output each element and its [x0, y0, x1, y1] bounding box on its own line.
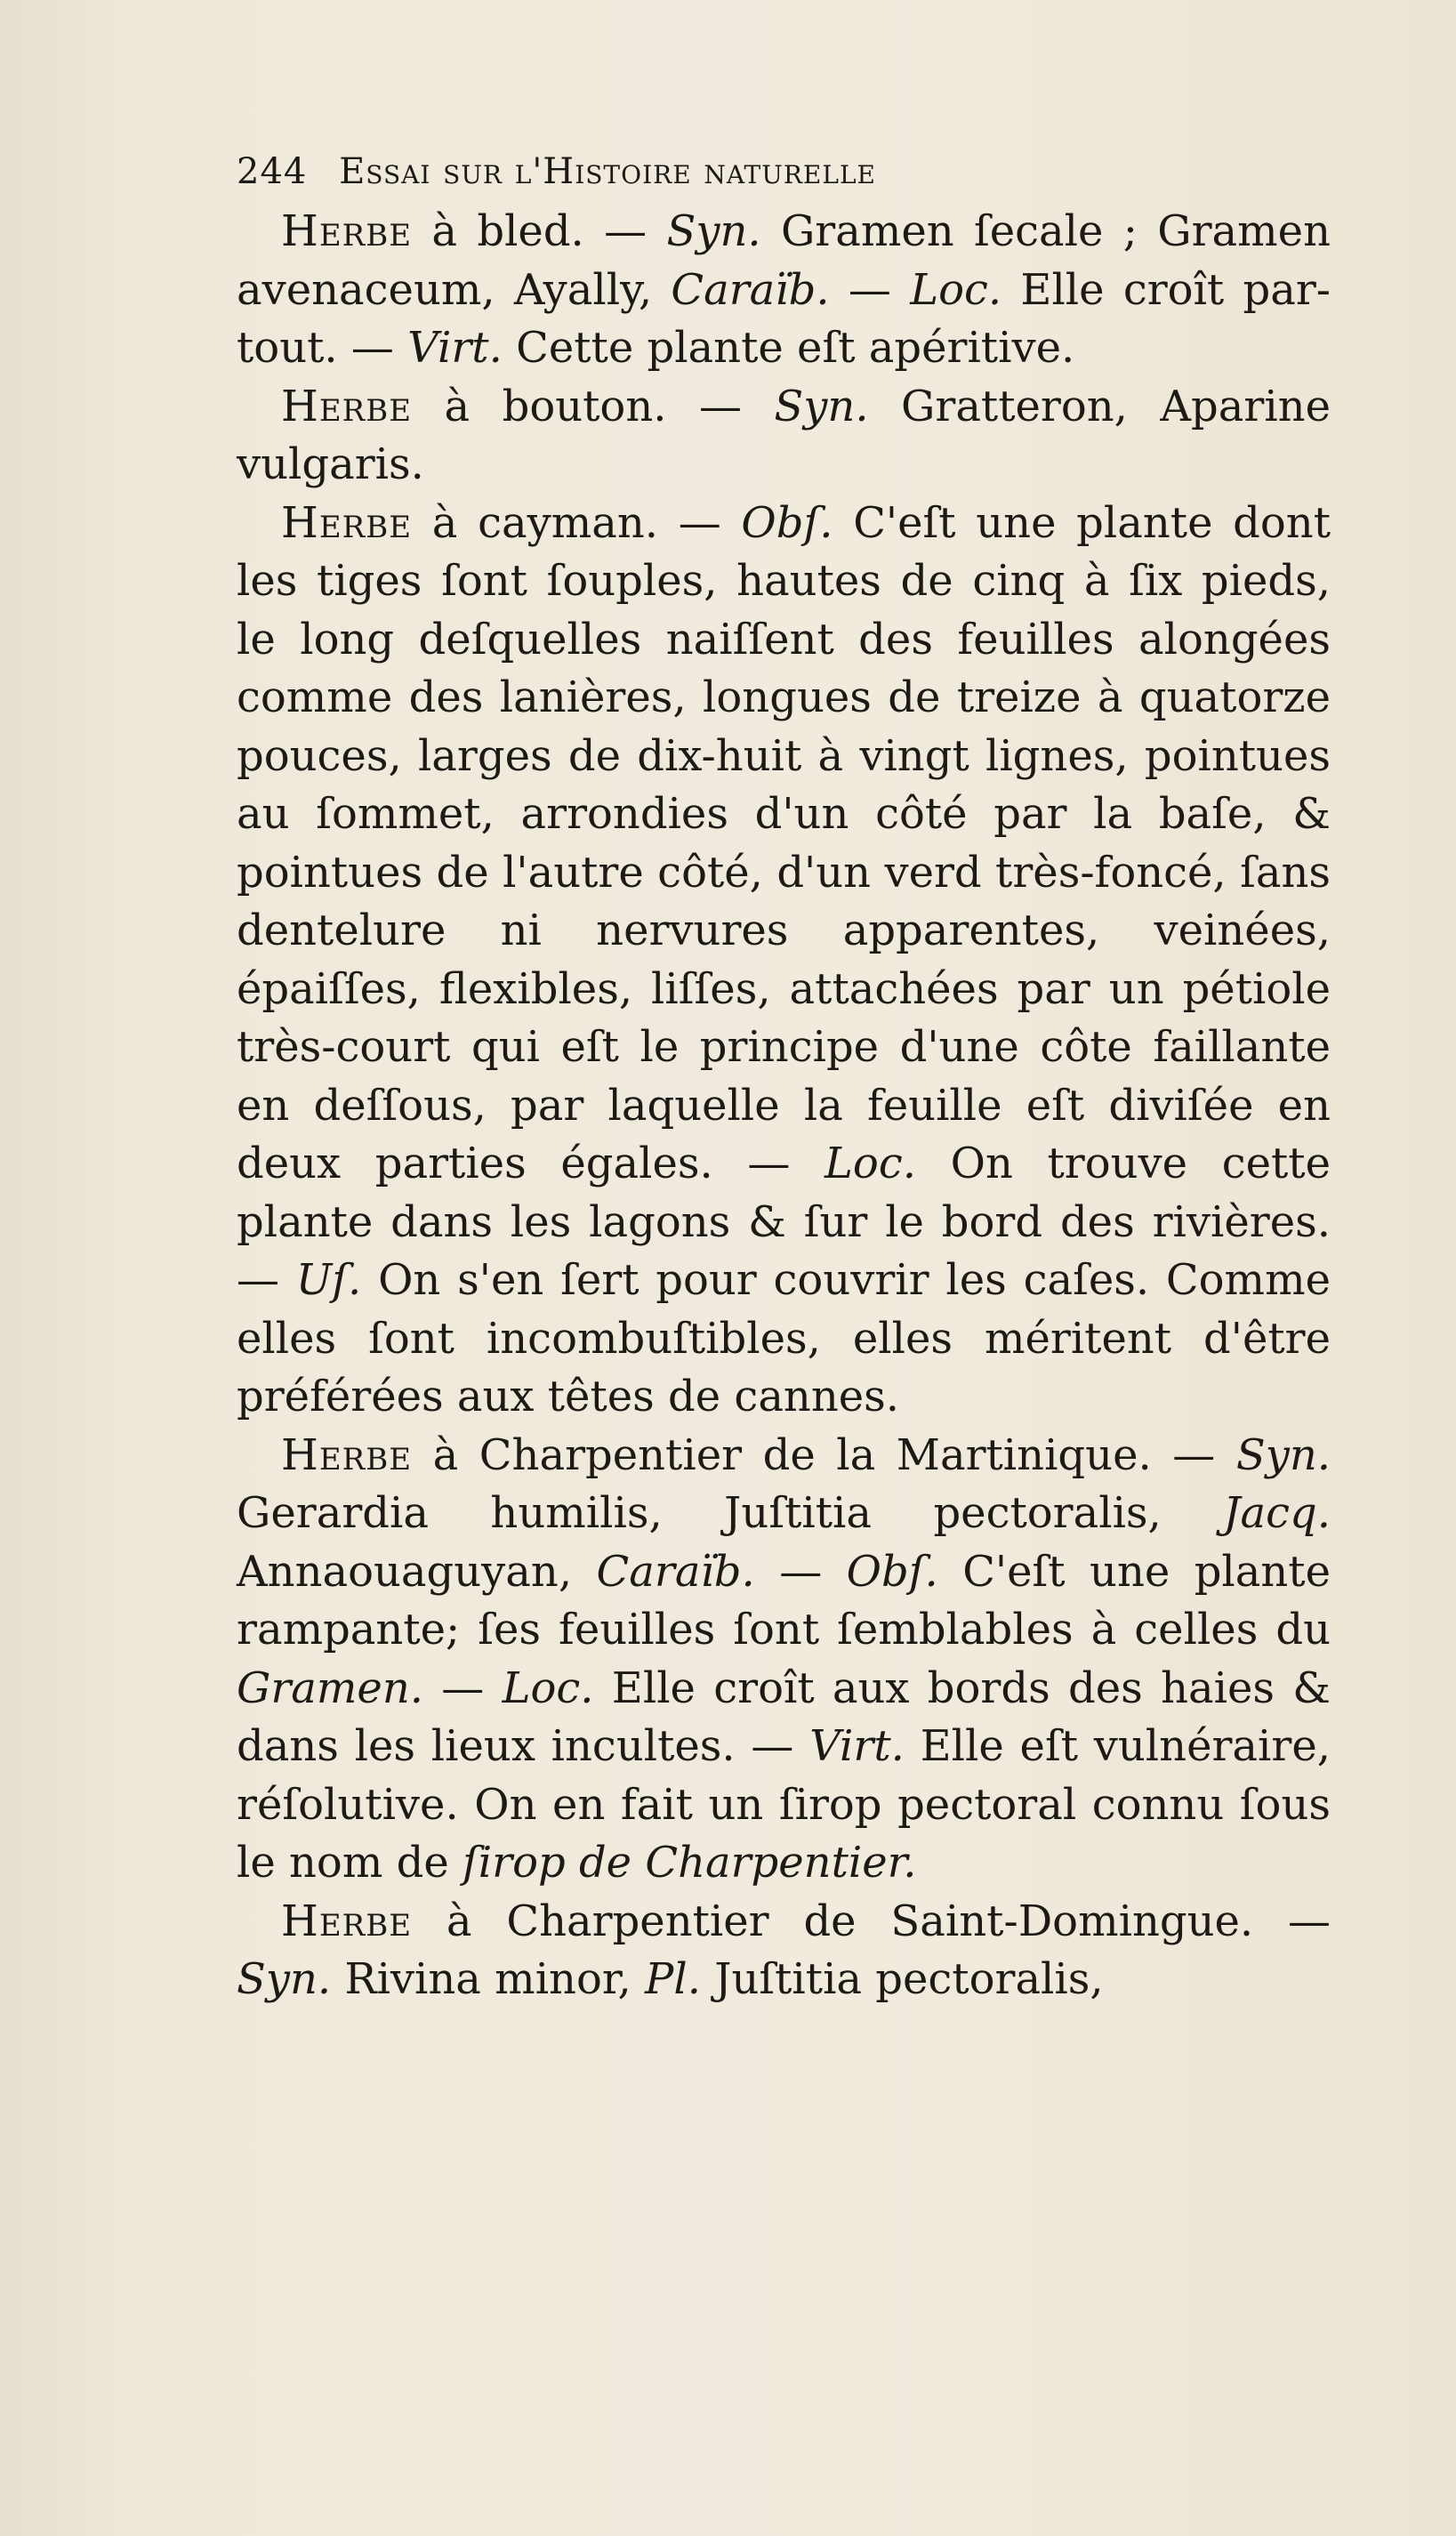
entry-abbreviation: Jacq. — [1223, 1488, 1331, 1538]
entry-abbreviation: Loc. — [502, 1662, 594, 1713]
page-number: 244 — [237, 151, 308, 192]
entry-text: à Charpentier de la Martinique. — — [412, 1429, 1236, 1480]
entry-abbreviation: ſirop de Charpentier. — [463, 1838, 917, 1888]
entry-text: Rivina minor, — [331, 1954, 646, 2004]
entry-abbreviation: Virt. — [809, 1721, 905, 1771]
entry-text: à bouton. — — [412, 381, 775, 431]
entry-text: — — [829, 264, 911, 315]
entry-text: — — [423, 1662, 503, 1713]
entry-headword: Herbe — [281, 1429, 413, 1480]
dictionary-entry — [237, 1427, 1331, 1893]
entry-text: Elle croît par-tout. — — [237, 264, 1331, 373]
entry-abbreviation: Loc. — [825, 1139, 916, 1188]
dictionary-entry — [237, 1893, 1331, 2009]
entry-headword: Herbe — [281, 497, 413, 548]
entry-abbreviation: Caraïb. — [671, 264, 830, 315]
entry-text: à cayman. — — [412, 497, 742, 548]
entry-abbreviation: Uſ. — [295, 1255, 362, 1305]
dictionary-entry — [237, 203, 1331, 378]
entry-abbreviation: Loc. — [910, 264, 1002, 315]
entry-abbreviation: Obſ. — [741, 497, 833, 548]
entry-headword: Herbe — [281, 381, 413, 431]
entry-headword: Herbe — [281, 1896, 413, 1946]
entry-text: Gramen ſecale ; Gramen avenaceum, Ayally, — [237, 206, 1331, 315]
entry-text: Cette plante eſt apéritive. — [502, 323, 1075, 373]
entry-abbreviation: Caraïb. — [596, 1546, 755, 1597]
body-text — [237, 203, 1331, 2009]
entry-abbreviation: Syn. — [1235, 1429, 1331, 1480]
entry-text: On s'en ſert pour couvrir les caſes. Comme elles ſont incombuſtibles, elles méritent d'être préférées aux têtes de cannes. — [237, 1255, 1331, 1421]
running-header — [237, 151, 1179, 192]
entry-text: C'eſt une plante dont les tiges ſont ſouples, hautes de cinq à ſix pieds, le long deſquelles naiſſent des feuilles alongées comme des lanières, longues de treize à quatorze pouces, larges de dix-huit à vingt lignes, pointues au ſommet, arrondies d'un côté par la baſe, & pointues de l'autre côté, d'un verd très-foncé, ſans dentelure ni nervures apparentes, veinées, épaiſſes, flexibles, liſſes, attachées par un pétiole très-court qui eſt le principe d'une côte faillante en deſſous, par laquelle la feuille eſt diviſée en deux parties égales. — — [237, 497, 1331, 1188]
entry-abbreviation: Obſ. — [846, 1546, 938, 1597]
entry-text: On trouve cette plante dans les lagons & ſur le bord des rivières. — — [237, 1139, 1331, 1305]
entry-text: Elle eſt vulnéraire, réſolutive. On en fait un ſirop pectoral connu ſous le nom de — [237, 1721, 1331, 1888]
entry-text: Elle croît aux bords des haies & dans les lieux incultes. — — [237, 1662, 1331, 1771]
entry-text: C'eſt une plante rampante; ſes feuilles ſont ſemblables à celles du — [237, 1546, 1331, 1654]
entry-text: — — [754, 1546, 847, 1597]
dictionary-entry — [237, 378, 1331, 495]
entry-text: Annaouaguyan, — [237, 1546, 597, 1597]
entry-abbreviation: Gramen. — [237, 1662, 423, 1713]
dictionary-entry — [237, 495, 1331, 1427]
running-title: Essai sur l'Histoire naturelle — [339, 151, 876, 192]
entry-text: à Charpentier de Saint-Domingue. — — [412, 1896, 1331, 1946]
entry-abbreviation: Syn. — [666, 206, 761, 256]
entry-text: Gerardia humilis, Juſtitia pectoralis, — [237, 1488, 1224, 1538]
entry-abbreviation: Pl. — [645, 1954, 701, 2004]
entry-abbreviation: Syn. — [237, 1954, 332, 2004]
entry-headword: Herbe — [281, 206, 413, 256]
entry-abbreviation: Virt. — [407, 323, 503, 373]
entry-text: à bled. — — [412, 206, 667, 256]
entry-abbreviation: Syn. — [774, 381, 869, 431]
entry-text: Juſtitia pectoralis, — [700, 1954, 1104, 2004]
entry-text: Gratteron, Aparine vulgaris. — [237, 381, 1331, 489]
